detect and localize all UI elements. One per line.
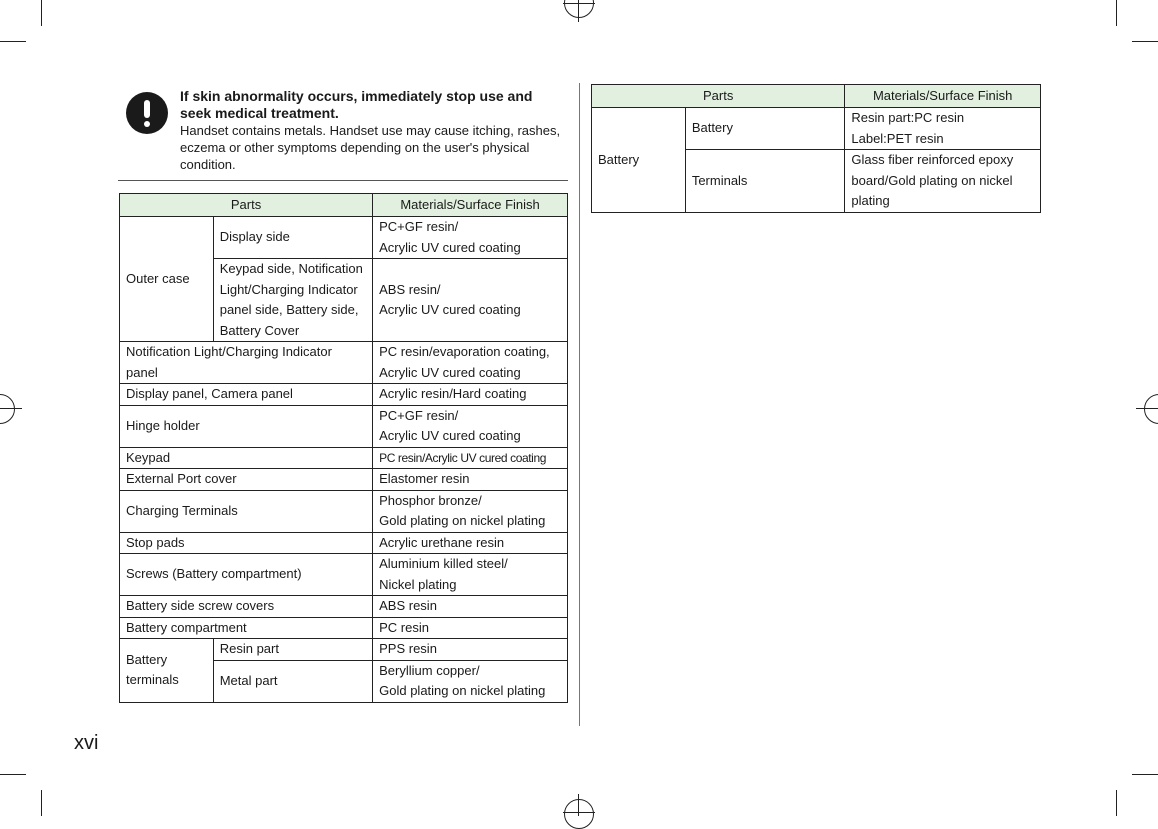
table-row <box>120 490 568 532</box>
crop-mark <box>0 408 22 409</box>
crop-mark <box>41 790 42 816</box>
table-row <box>120 384 568 406</box>
page-number: xvi <box>74 732 99 754</box>
part-cell: Resin part <box>213 639 372 661</box>
crop-mark <box>1132 774 1158 775</box>
header-materials: Materials/Surface Finish <box>373 194 568 217</box>
header-materials: Materials/Surface Finish <box>845 85 1041 108</box>
part-cell: Notification Light/Charging Indicator panel <box>120 342 373 384</box>
group-label: Battery <box>592 108 686 213</box>
material-cell: Acrylic resin/Hard coating <box>373 384 568 406</box>
material-cell: Elastomer resin <box>373 469 568 491</box>
table-row <box>120 532 568 554</box>
part-cell: Screws (Battery compartment) <box>120 554 373 596</box>
part-cell: Terminals <box>685 150 845 213</box>
group-label: Outer case <box>120 217 214 342</box>
warning-body: Handset contains metals. Handset use may cause itching, rashes, eczema or other symptoms depending on the user's physical condition. <box>180 123 561 172</box>
part-cell: Hinge holder <box>120 405 373 447</box>
material-cell: PC resin <box>373 617 568 639</box>
crop-mark <box>1136 408 1158 409</box>
material-cell: Beryllium copper/ Gold plating on nickel plating <box>373 660 568 702</box>
part-cell: Battery side screw covers <box>120 596 373 618</box>
registration-mark-icon <box>1144 394 1158 424</box>
material-cell: Acrylic urethane resin <box>373 532 568 554</box>
group-label: Battery terminals <box>120 639 214 703</box>
crop-mark <box>1116 790 1117 816</box>
material-cell: PC resin/Acrylic UV cured coating <box>373 447 568 469</box>
part-cell: Display side <box>213 217 372 259</box>
part-cell: Battery <box>685 108 845 150</box>
material-cell: ABS resin <box>373 596 568 618</box>
divider <box>118 180 568 181</box>
crop-mark <box>563 3 595 4</box>
material-cell: PPS resin <box>373 639 568 661</box>
crop-mark <box>0 774 26 775</box>
part-cell: Keypad side, Notification Light/Charging Indicator panel side, Battery side, Battery Cover <box>213 259 372 342</box>
part-cell: Battery compartment <box>120 617 373 639</box>
table-row <box>120 469 568 491</box>
warning-title: If skin abnormality occurs, immediately stop use and seek medical treatment. <box>180 88 533 121</box>
material-cell: PC+GF resin/ Acrylic UV cured coating <box>373 217 568 259</box>
header-parts: Parts <box>120 194 373 217</box>
part-cell: Metal part <box>213 660 372 702</box>
table-row <box>120 342 568 384</box>
part-cell: Keypad <box>120 447 373 469</box>
table-row <box>120 447 568 469</box>
column-divider <box>579 83 580 726</box>
crop-mark <box>1132 41 1158 42</box>
material-cell: Glass fiber reinforced epoxy board/Gold plating on nickel plating <box>845 150 1041 213</box>
warning-text <box>180 88 565 173</box>
material-cell: PC+GF resin/ Acrylic UV cured coating <box>373 405 568 447</box>
table-row <box>120 554 568 596</box>
part-cell: External Port cover <box>120 469 373 491</box>
materials-table-left <box>119 193 568 703</box>
registration-mark-icon <box>564 799 594 829</box>
material-cell: Resin part:PC resin Label:PET resin <box>845 108 1041 150</box>
table-row <box>120 596 568 618</box>
crop-mark <box>1116 0 1117 26</box>
part-cell: Stop pads <box>120 532 373 554</box>
crop-mark <box>0 41 26 42</box>
table-row <box>120 617 568 639</box>
registration-mark-icon <box>0 394 15 424</box>
material-cell: PC resin/evaporation coating, Acrylic UV cured coating <box>373 342 568 384</box>
material-cell: Aluminium killed steel/ Nickel plating <box>373 554 568 596</box>
part-cell: Charging Terminals <box>120 490 373 532</box>
crop-mark <box>41 0 42 26</box>
crop-mark <box>563 812 595 813</box>
exclamation-icon <box>126 92 168 134</box>
table-row <box>120 405 568 447</box>
header-parts: Parts <box>592 85 845 108</box>
part-cell: Display panel, Camera panel <box>120 384 373 406</box>
material-cell: ABS resin/ Acrylic UV cured coating <box>373 259 568 342</box>
materials-table-right <box>591 84 1041 213</box>
material-cell: Phosphor bronze/ Gold plating on nickel plating <box>373 490 568 532</box>
